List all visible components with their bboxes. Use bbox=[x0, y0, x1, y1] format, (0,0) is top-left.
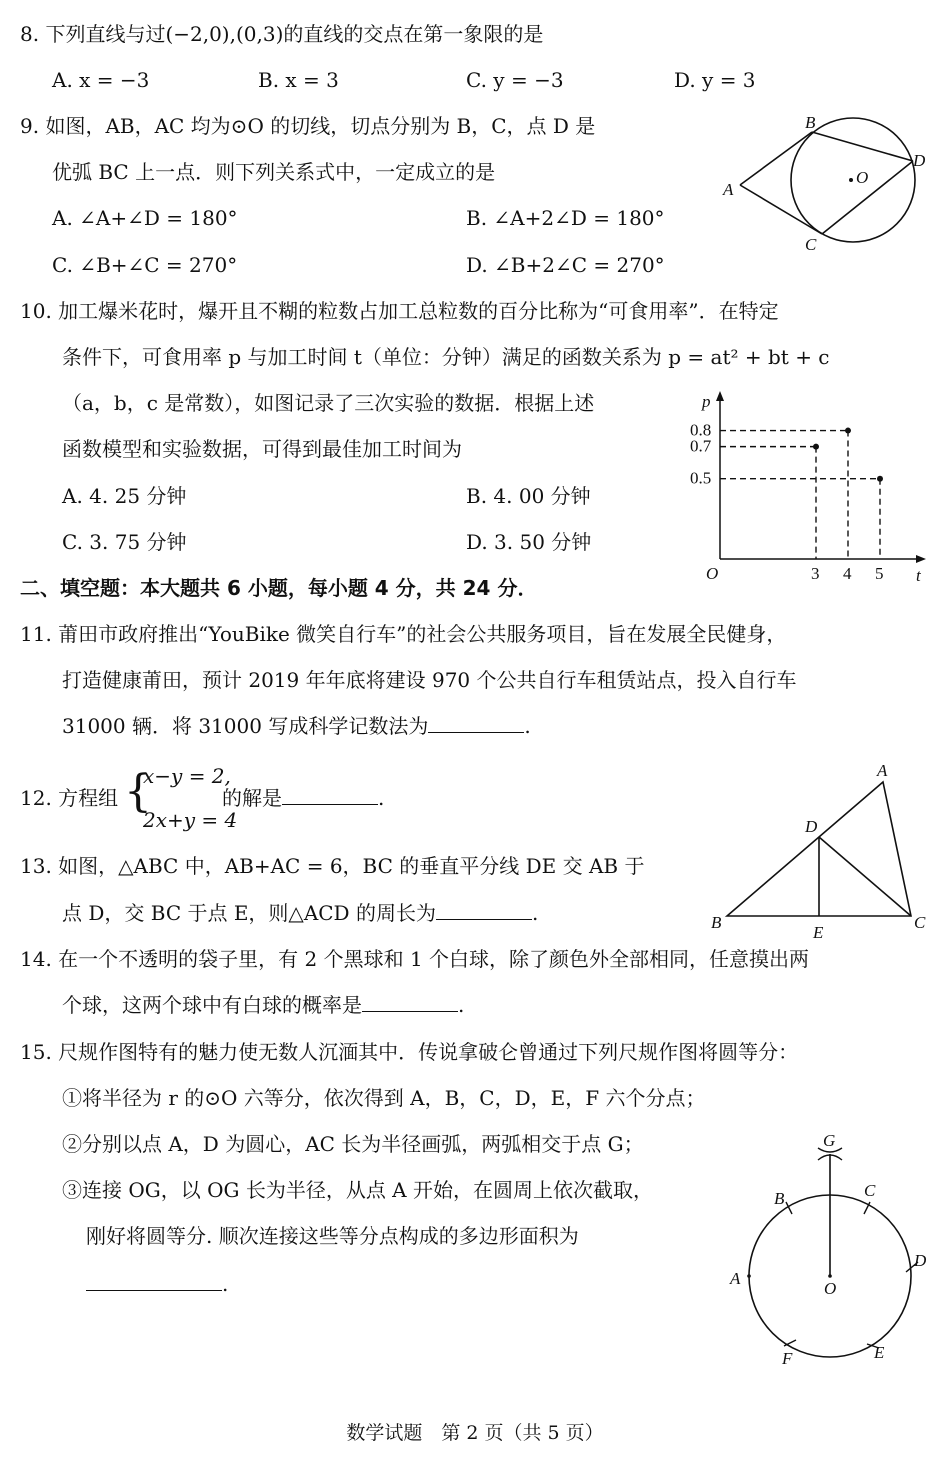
q13-line2-wrap bbox=[62, 899, 538, 927]
q15-label-o: O bbox=[824, 1279, 837, 1298]
q13-line2: 点 D，交 BC 于点 E，则△ACD 的周长为 bbox=[62, 901, 436, 925]
q9-option-c: C. ∠B+∠C = 270° bbox=[52, 253, 238, 277]
q15-step2: ②分别以点 A，D 为圆心，AC 长为半径画弧，两弧相交于点 G； bbox=[62, 1132, 644, 1156]
q15-label-d: D bbox=[914, 1251, 927, 1270]
q15-point-o bbox=[828, 1274, 832, 1278]
q9-label-c: C bbox=[805, 235, 817, 254]
q11-end: . bbox=[524, 714, 531, 738]
chart-x-tick-0: 3 bbox=[811, 564, 820, 583]
q15-label-a: A bbox=[730, 1269, 741, 1288]
chart-point-1 bbox=[845, 428, 851, 434]
q13-label-d: D bbox=[805, 817, 818, 836]
q9-label-o: O bbox=[856, 168, 869, 187]
q15-step1: ①将半径为 r 的⊙O 六等分，依次得到 A，B，C，D，E，F 六个分点； bbox=[62, 1086, 706, 1110]
q12-brace: { bbox=[124, 766, 152, 817]
chart-y-tick-0: 0.8 bbox=[690, 420, 712, 440]
chart-y-arrow bbox=[716, 391, 724, 401]
q8-option-a: A. x = −3 bbox=[52, 68, 150, 92]
q13-label-a: A bbox=[877, 761, 888, 780]
q11-line3-text: 31000 辆．将 31000 写成科学记数法为 bbox=[62, 714, 429, 738]
q11-line2: 打造健康莆田，预计 2019 年年底将建设 970 个公共自行车租赁站点，投入自行车 bbox=[62, 668, 797, 692]
q11-line3 bbox=[62, 712, 531, 740]
q12-suffix-line bbox=[222, 784, 384, 812]
q15-label-f: F bbox=[782, 1349, 793, 1368]
q13-answer-blank[interactable] bbox=[436, 901, 532, 920]
chart-x-tick-1: 4 bbox=[843, 564, 852, 583]
q9-tangent-ab bbox=[740, 132, 812, 185]
q15-blank-line bbox=[86, 1270, 228, 1298]
q15-label-g: G bbox=[823, 1131, 836, 1150]
q9-label-d: D bbox=[913, 151, 926, 170]
q9-option-b: B. ∠A+2∠D = 180° bbox=[466, 206, 665, 230]
q10-line1: 10. 加工爆米花时，爆开且不糊的粒数占加工总粒数的百分比称为“可食用率”．在特定 bbox=[20, 299, 779, 323]
chart-point-0 bbox=[813, 444, 819, 450]
q12-prefix: 12. 方程组 bbox=[20, 786, 119, 810]
q11-answer-blank[interactable] bbox=[428, 714, 524, 733]
chart-x-tick-2: 5 bbox=[875, 564, 884, 583]
q15-label-b: B bbox=[774, 1189, 785, 1208]
q9-line2: 优弧 BC 上一点．则下列关系式中，一定成立的是 bbox=[52, 160, 496, 184]
chart-x-arrow bbox=[916, 555, 926, 563]
q12-eq2: 2x+y = 4 bbox=[143, 808, 238, 832]
q15-point-a bbox=[747, 1274, 751, 1278]
page-footer: 数学试题 第 2 页（共 5 页） bbox=[346, 1422, 604, 1444]
q15-circle-figure bbox=[722, 1126, 940, 1376]
q13-line1: 13. 如图，△ABC 中，AB+AC = 6，BC 的垂直平分线 DE 交 AB 于 bbox=[20, 854, 645, 878]
q13-label-c: C bbox=[914, 913, 926, 932]
q10-option-c: C. 3. 75 分钟 bbox=[62, 530, 187, 554]
q15-label-c: C bbox=[864, 1181, 876, 1200]
q14-line1: 14. 在一个不透明的袋子里，有 2 个黑球和 1 个白球，除了颜色外全部相同，任意摸出两 bbox=[20, 947, 810, 971]
q10-chart bbox=[690, 385, 935, 585]
section-2-heading: 二、填空题：本大题共 6 小题，每小题 4 分，共 24 分． bbox=[20, 576, 538, 600]
q10-line3: （a，b，c 是常数），如图记录了三次实验的数据．根据上述 bbox=[62, 391, 595, 415]
q10-line2: 条件下，可食用率 p 与加工时间 t（单位：分钟）满足的函数关系为 p = at² + bt + c bbox=[62, 345, 830, 369]
q12-suffix: 的解是 bbox=[222, 786, 282, 810]
q9-line1: 9. 如图，AB，AC 均为⊙O 的切线，切点分别为 B，C，点 D 是 bbox=[20, 114, 596, 138]
q13-end: . bbox=[531, 901, 539, 925]
q12-end: . bbox=[378, 786, 385, 810]
q11-line1: 11. 莆田市政府推出“YouBike 微笑自行车”的社会公共服务项目，旨在发展全民健身， bbox=[20, 622, 787, 646]
q9-label-a: A bbox=[723, 180, 734, 199]
q12-answer-blank[interactable] bbox=[282, 786, 378, 805]
q8-option-d: D. y = 3 bbox=[674, 68, 756, 92]
q15-label-e: E bbox=[874, 1343, 885, 1362]
q15-step3: ③连接 OG，以 OG 长为半径，从点 A 开始，在圆周上依次截取， bbox=[62, 1178, 653, 1202]
q14-end: . bbox=[458, 993, 465, 1017]
q15-step3b: 刚好将圆等分. 顺次连接这些等分点构成的多边形面积为 bbox=[86, 1224, 579, 1248]
q15-end: . bbox=[222, 1272, 229, 1296]
q10-option-d: D. 3. 50 分钟 bbox=[466, 530, 592, 554]
q10-option-a: A. 4. 25 分钟 bbox=[62, 484, 187, 508]
chart-x-label: t bbox=[916, 566, 921, 585]
q15-line1: 15. 尺规作图特有的魅力使无数人沉湎其中．传说拿破仑曾通过下列尺规作图将圆等分： bbox=[20, 1040, 799, 1064]
q13-label-e: E bbox=[813, 923, 824, 942]
chart-y-label: p bbox=[702, 392, 711, 411]
q10-option-b: B. 4. 00 分钟 bbox=[466, 484, 591, 508]
q9-label-b: B bbox=[805, 113, 816, 132]
q13-triangle-figure bbox=[705, 758, 935, 943]
chart-origin-label: O bbox=[706, 564, 719, 583]
q14-answer-blank[interactable] bbox=[362, 993, 458, 1012]
chart-y-tick-2: 0.5 bbox=[690, 468, 712, 488]
q12-eq1: x−y = 2, bbox=[143, 764, 231, 788]
q9-center-dot bbox=[849, 178, 853, 182]
q13-label-b: B bbox=[711, 913, 722, 932]
chart-y-tick-1: 0.7 bbox=[690, 436, 712, 456]
q9-circle-figure bbox=[715, 108, 935, 258]
q10-line4: 函数模型和实验数据，可得到最佳加工时间为 bbox=[62, 437, 462, 461]
q8-option-b: B. x = 3 bbox=[258, 68, 339, 92]
q9-tangent-ac bbox=[740, 185, 822, 234]
q14-line2: 个球，这两个球中有白球的概率是 bbox=[62, 993, 362, 1017]
q9-option-a: A. ∠A+∠D = 180° bbox=[52, 206, 238, 230]
q8-stem: 8. 下列直线与过(−2,0),(0,3)的直线的交点在第一象限的是 bbox=[20, 22, 544, 46]
q15-answer-blank[interactable] bbox=[86, 1272, 222, 1291]
q9-option-d: D. ∠B+2∠C = 270° bbox=[466, 253, 665, 277]
q8-option-c: C. y = −3 bbox=[466, 68, 564, 92]
chart-point-2 bbox=[877, 476, 883, 482]
q14-line2-wrap bbox=[62, 991, 464, 1019]
